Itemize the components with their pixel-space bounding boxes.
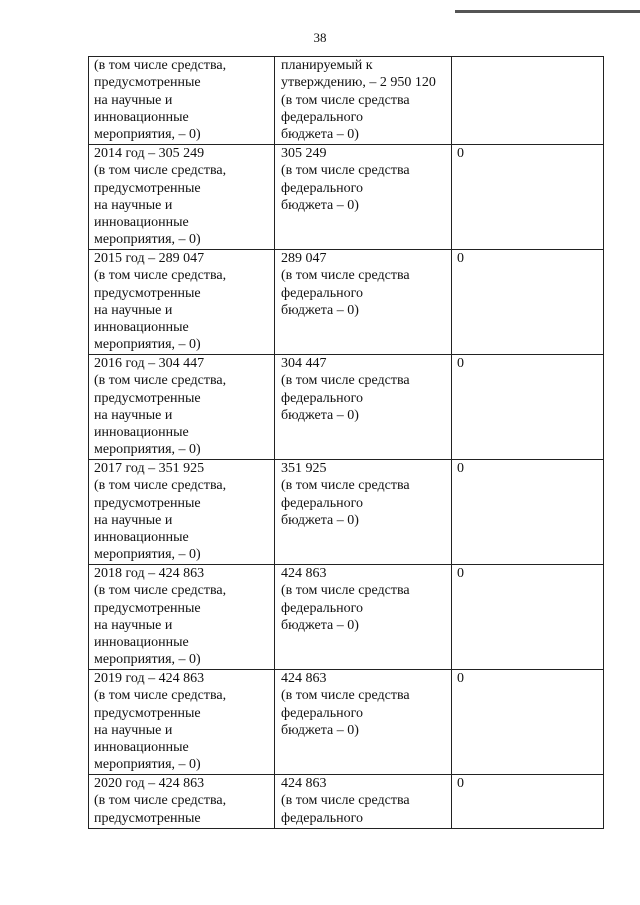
table-row xyxy=(89,565,604,670)
budget-table xyxy=(88,56,604,829)
period-cell: 2016 год – 304 447 (в том числе средства, предусмотренные на научные и инновационные мероприятия, – 0) xyxy=(89,355,275,460)
amount-cell: 351 925 (в том числе средства федерального бюджета – 0) xyxy=(275,460,452,565)
period-cell: (в том числе средства, предусмотренные на научные и инновационные мероприятия, – 0) xyxy=(89,57,275,145)
other-cell: 0 xyxy=(452,670,604,775)
amount-cell: 424 863 (в том числе средства федерального бюджета – 0) xyxy=(275,565,452,670)
table-row xyxy=(89,250,604,355)
period-cell: 2020 год – 424 863 (в том числе средства, предусмотренные xyxy=(89,775,275,829)
period-cell: 2018 год – 424 863 (в том числе средства, предусмотренные на научные и инновационные мероприятия, – 0) xyxy=(89,565,275,670)
other-cell: 0 xyxy=(452,145,604,250)
table-row xyxy=(89,775,604,829)
amount-cell: 424 863 (в том числе средства федерального бюджета – 0) xyxy=(275,670,452,775)
period-cell: 2015 год – 289 047 (в том числе средства, предусмотренные на научные и инновационные мероприятия, – 0) xyxy=(89,250,275,355)
period-cell: 2014 год – 305 249 (в том числе средства, предусмотренные на научные и инновационные мероприятия, – 0) xyxy=(89,145,275,250)
other-cell: 0 xyxy=(452,460,604,565)
table-row xyxy=(89,670,604,775)
other-cell: 0 xyxy=(452,250,604,355)
amount-cell: 304 447 (в том числе средства федерального бюджета – 0) xyxy=(275,355,452,460)
other-cell xyxy=(452,57,604,145)
amount-cell: планируемый к утверждению, – 2 950 120 (в том числе средства федерального бюджета – 0) xyxy=(275,57,452,145)
period-cell: 2019 год – 424 863 (в том числе средства, предусмотренные на научные и инновационные мероприятия, – 0) xyxy=(89,670,275,775)
amount-cell: 424 863 (в том числе средства федерального xyxy=(275,775,452,829)
amount-cell: 305 249 (в том числе средства федерального бюджета – 0) xyxy=(275,145,452,250)
other-cell: 0 xyxy=(452,355,604,460)
period-cell: 2017 год – 351 925 (в том числе средства, предусмотренные на научные и инновационные мероприятия, – 0) xyxy=(89,460,275,565)
other-cell: 0 xyxy=(452,775,604,829)
amount-cell: 289 047 (в том числе средства федерального бюджета – 0) xyxy=(275,250,452,355)
table-row xyxy=(89,460,604,565)
other-cell: 0 xyxy=(452,565,604,670)
table-row xyxy=(89,57,604,145)
table-row xyxy=(89,355,604,460)
scan-edge-mark xyxy=(455,10,640,13)
table-row xyxy=(89,145,604,250)
page-number: 38 xyxy=(313,30,327,45)
